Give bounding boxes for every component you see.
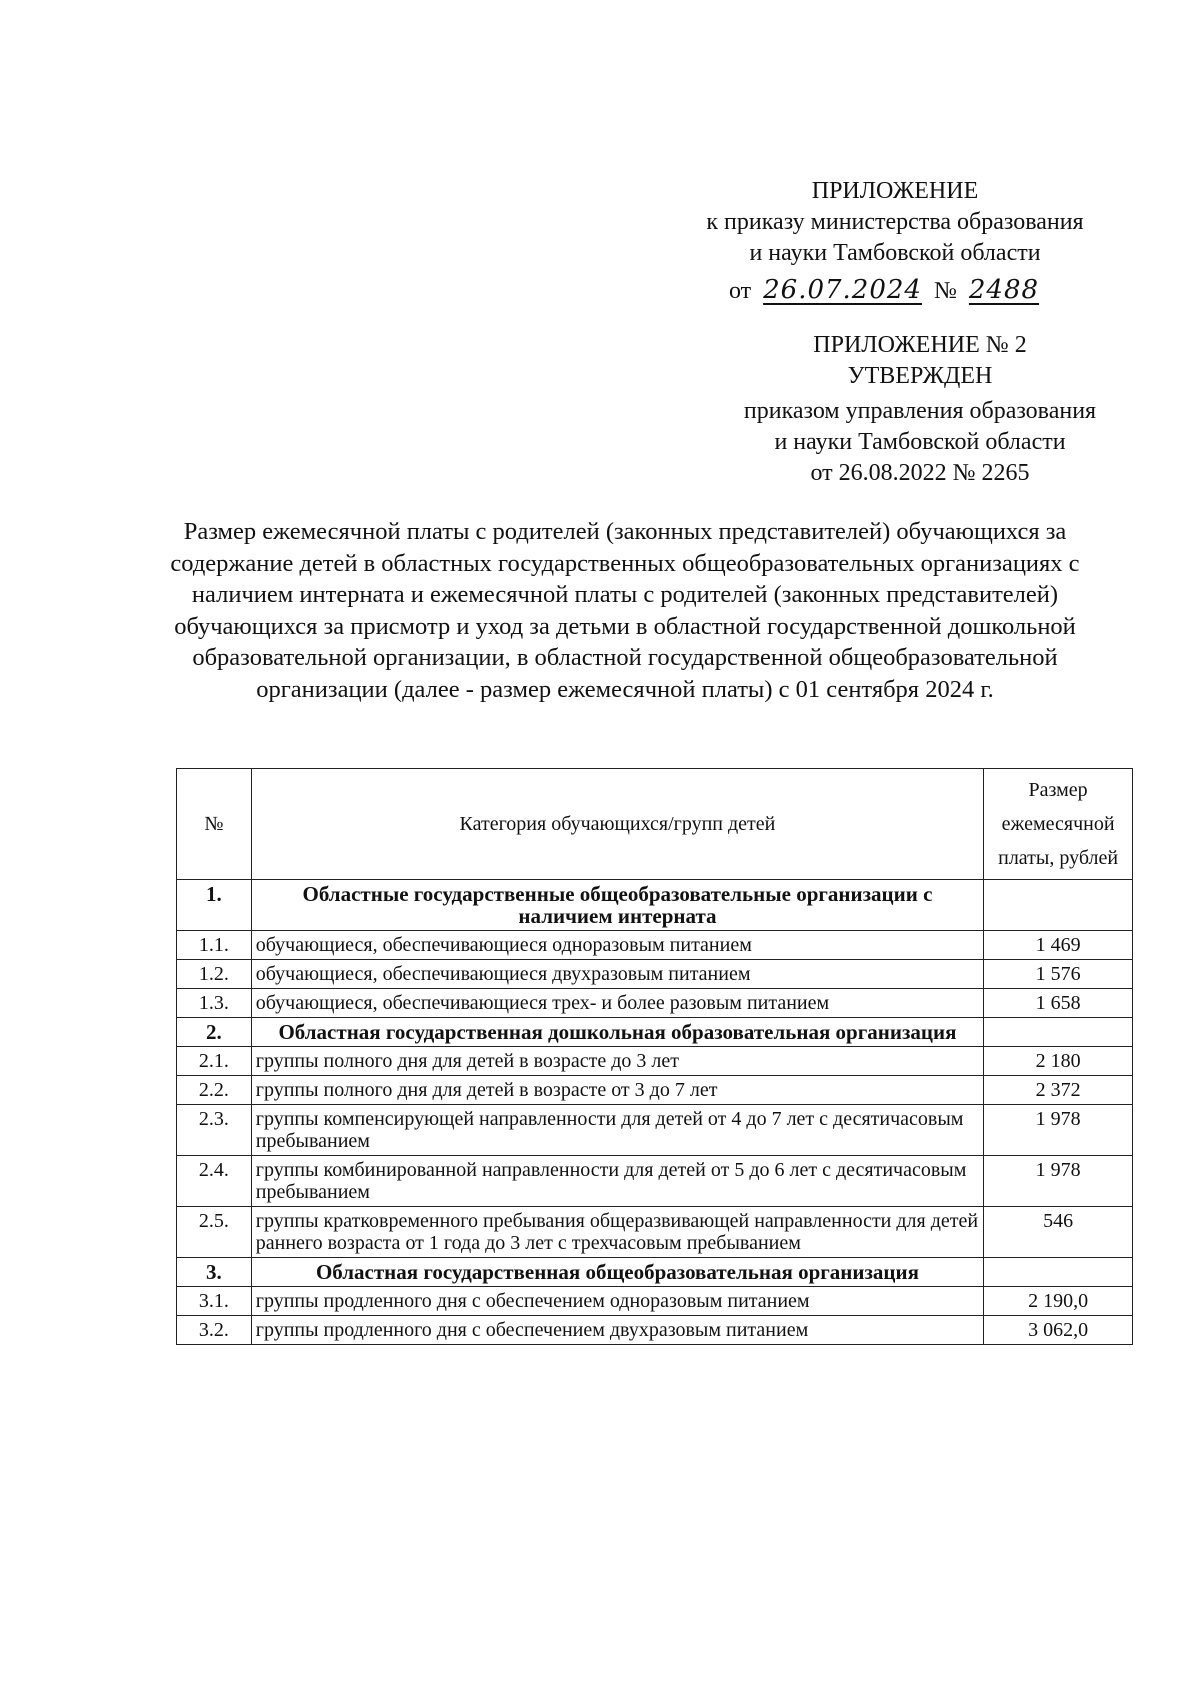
table-section-row <box>177 1018 1133 1047</box>
table-row <box>177 1316 1133 1345</box>
table-row <box>177 931 1133 960</box>
appendix-approved: УТВЕРЖДЕН <box>847 363 993 389</box>
table-row <box>177 989 1133 1018</box>
table-row <box>177 960 1133 989</box>
row-fee: 1 658 <box>984 989 1133 1018</box>
table-row <box>177 1287 1133 1316</box>
row-num: 1.1. <box>177 931 252 960</box>
row-category: Областная государственная общеобразовательная организация <box>251 1258 983 1287</box>
row-fee: 546 <box>984 1207 1133 1258</box>
row-num: 3.2. <box>177 1316 252 1345</box>
document-title: Размер ежемесячной платы с родителей (законных представителей) обучающихся за содержание детей в областных государственных общеобразовательных организациях с наличием интерната и ежемесячной платы с родителей (законных представителей) обучающихся за присмотр и уход за детьми в областной государственной дошкольной образовательной организации, в областной государственной общеобразовательной организации (далее - размер ежемесячной платы) с 01 сентября 2024 г. <box>170 518 1080 703</box>
row-category: группы продленного дня с обеспечением двухразовым питанием <box>251 1316 983 1345</box>
table-row <box>177 1047 1133 1076</box>
order-reference-block <box>655 176 1135 307</box>
row-num: 1. <box>177 880 252 931</box>
table-row <box>177 1156 1133 1207</box>
order-ref-line2: и науки Тамбовской области <box>749 240 1041 266</box>
row-category: группы полного дня для детей в возрасте от 3 до 7 лет <box>251 1076 983 1105</box>
row-category: группы продленного дня с обеспечением одноразовым питанием <box>251 1287 983 1316</box>
row-num: 2.4. <box>177 1156 252 1207</box>
row-num: 2.5. <box>177 1207 252 1258</box>
row-category: группы комбинированной направленности для детей от 5 до 6 лет с десятичасовым пребыванием <box>251 1156 983 1207</box>
row-fee <box>984 1258 1133 1287</box>
row-category: Областная государственная дошкольная образовательная организация <box>251 1018 983 1047</box>
date-prefix: от <box>728 278 752 304</box>
row-category: группы полного дня для детей в возрасте до 3 лет <box>251 1047 983 1076</box>
row-fee: 2 180 <box>984 1047 1133 1076</box>
table-section-row <box>177 1258 1133 1287</box>
handwritten-date: 26.07.2024 <box>763 275 922 305</box>
appendix-line2: и науки Тамбовской области <box>774 429 1066 455</box>
table-row <box>177 1076 1133 1105</box>
handwritten-number: 2488 <box>968 275 1040 305</box>
table-row <box>177 1105 1133 1156</box>
order-ref-line1: к приказу министерства образования <box>706 209 1084 235</box>
row-category: группы кратковременного пребывания общеразвивающей направленности для детей раннего возраста от 1 года до 3 лет с трехчасовым пребыванием <box>251 1207 983 1258</box>
row-fee: 1 469 <box>984 931 1133 960</box>
table-header-row <box>177 769 1133 880</box>
header-category: Категория обучающихся/групп детей <box>251 769 983 880</box>
fee-table <box>176 768 1133 1345</box>
row-num: 1.3. <box>177 989 252 1018</box>
row-fee: 3 062,0 <box>984 1316 1133 1345</box>
header-fee: Размер ежемесячной платы, рублей <box>984 769 1133 880</box>
row-num: 3. <box>177 1258 252 1287</box>
row-fee: 1 576 <box>984 960 1133 989</box>
table-section-row <box>177 880 1133 931</box>
header-num: № <box>177 769 252 880</box>
row-category: обучающиеся, обеспечивающиеся одноразовым питанием <box>251 931 983 960</box>
row-fee: 2 190,0 <box>984 1287 1133 1316</box>
row-num: 2. <box>177 1018 252 1047</box>
row-num: 3.1. <box>177 1287 252 1316</box>
table-body <box>177 880 1133 1345</box>
row-category: группы компенсирующей направленности для детей от 4 до 7 лет с десятичасовым пребыванием <box>251 1105 983 1156</box>
appendix-block <box>700 330 1140 489</box>
table-row <box>177 1207 1133 1258</box>
row-num: 2.2. <box>177 1076 252 1105</box>
row-fee: 2 372 <box>984 1076 1133 1105</box>
row-num: 2.3. <box>177 1105 252 1156</box>
row-category: обучающиеся, обеспечивающиеся двухразовым питанием <box>251 960 983 989</box>
row-fee <box>984 880 1133 931</box>
number-prefix: № <box>933 278 957 304</box>
appendix-line3: от 26.08.2022 № 2265 <box>810 460 1030 486</box>
row-num: 2.1. <box>177 1047 252 1076</box>
order-ref-date-line <box>655 275 1135 307</box>
appendix-title: ПРИЛОЖЕНИЕ № 2 <box>813 332 1027 358</box>
appendix-line1: приказом управления образования <box>743 398 1097 424</box>
row-num: 1.2. <box>177 960 252 989</box>
row-fee: 1 978 <box>984 1105 1133 1156</box>
order-ref-title: ПРИЛОЖЕНИЕ <box>811 178 979 204</box>
row-fee: 1 978 <box>984 1156 1133 1207</box>
row-fee <box>984 1018 1133 1047</box>
row-category: обучающиеся, обеспечивающиеся трех- и более разовым питанием <box>251 989 983 1018</box>
row-category: Областные государственные общеобразовательные организации с наличием интерната <box>251 880 983 931</box>
